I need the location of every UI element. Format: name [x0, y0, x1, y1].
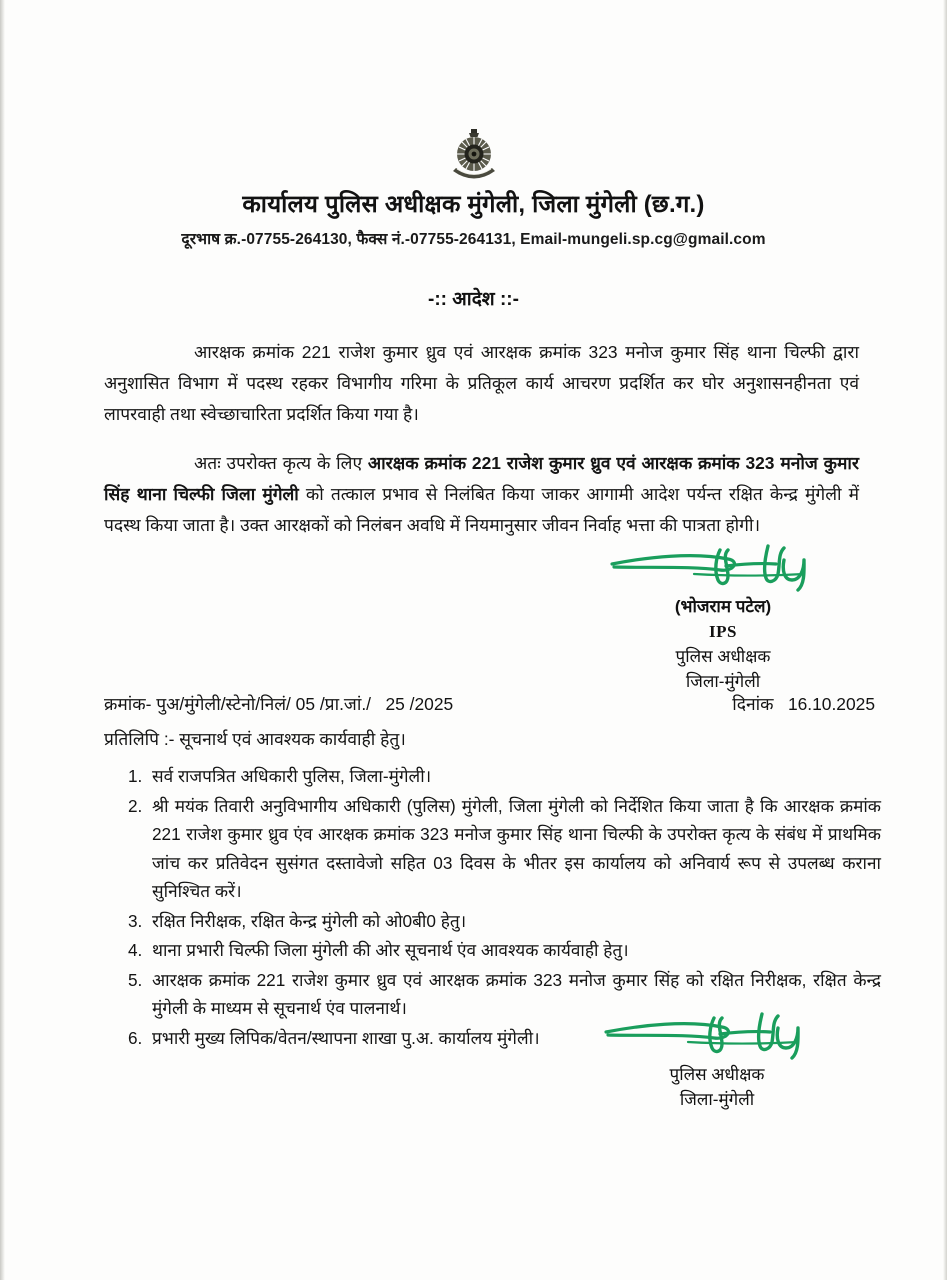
- signatory-name: (भोजराम पटेल): [674, 597, 772, 616]
- signatory-designation: पुलिस अधीक्षक: [669, 1065, 765, 1084]
- signature-block-bottom: [567, 1008, 867, 1112]
- signatory-district: जिला-मुंगेली: [685, 672, 761, 691]
- handwritten-signature-icon: [608, 540, 838, 592]
- copy-to-label: प्रतिलिपि :- सूचनार्थ एवं आवश्यक कार्यवाही हेतु।: [104, 729, 406, 749]
- list-item: [104, 907, 881, 936]
- list-item-number: 4.: [128, 940, 143, 960]
- list-item-text: सर्व राजपत्रित अधिकारी पुलिस, जिला-मुंगेली।: [152, 766, 432, 786]
- signature-block-top: [573, 540, 873, 694]
- list-item-number: 5.: [128, 969, 143, 990]
- list-item-number: 3.: [128, 910, 143, 931]
- order-paragraph-2: [104, 448, 859, 541]
- signature-top-lines: [573, 594, 873, 694]
- list-item-text: रक्षित निरीक्षक, रक्षित केन्द्र मुंगेली को ओ0बी0 हेतु।: [152, 910, 467, 931]
- order-date: दिनांक 16.10.2025: [732, 694, 875, 714]
- order-heading: -:: आदेश ::-: [428, 289, 519, 310]
- list-item-number: 2.: [128, 795, 143, 816]
- list-item-text: आरक्षक क्रमांक 221 राजेश कुमार ध्रुव एवं आरक्षक क्रमांक 323 मनोज कुमार सिंह को रक्षित निरीक्षक, रक्षित केन्द्र मुंगेली के माध्यम से सूचनार्थ एंव पालनार्थ।: [152, 969, 881, 1018]
- reference-number: क्रमांक- पुअ/मुंगेली/स्टेनो/निलं/ 05 /प्रा.जां./ 25 /2025: [104, 694, 454, 714]
- order-paragraph-2-tail: को तत्काल प्रभाव से निलंबित किया जाकर आगामी आदेश पर्यन्त रक्षित केन्द्र मुंगेली में पदस्थ किया जाता है। उक्त आरक्षकों को निलंबन अवधि में नियमानुसार जीवन निर्वाह भत्ता की पात्रता होगी।: [104, 484, 859, 535]
- contact-line: दूरभाष क्र.-07755-264130, फैक्स नं.-07755-264131, Email-mungeli.sp.cg@gmail.com: [181, 231, 766, 248]
- list-item-text: श्री मयंक तिवारी अनुविभागीय अधिकारी (पुलिस) मुंगेली, जिला मुंगेली को निर्देशित किया जाता है कि आरक्षक क्रमांक 221 राजेश कुमार ध्रुव एंव आरक्षक क्रमांक 323 मनोज कुमार सिंह थाना चिल्फी के उपरोक्त कृत्य के संबंध में प्राथमिक जांच कर प्रतिवेदन सुसंगत दस्तावेजो सहित 03 दिवस के भीतर इस कार्यालय को अनिवार्य रूप से उपलब्ध कराना सुनिश्चित करें।: [152, 795, 881, 901]
- list-item-text: प्रभारी मुख्य लिपिक/वेतन/स्थापना शाखा पु.अ. कार्यालय मुंगेली।: [152, 1027, 540, 1048]
- list-item: [104, 762, 881, 791]
- order-body: [104, 337, 859, 541]
- signatory-designation: पुलिस अधीक्षक: [675, 647, 771, 666]
- signatory-district: जिला-मुंगेली: [679, 1090, 755, 1109]
- letterhead: [0, 0, 947, 249]
- order-paragraph-1: आरक्षक क्रमांक 221 राजेश कुमार ध्रुव एवं आरक्षक क्रमांक 323 मनोज कुमार सिंह थाना चिल्फी द्वारा अनुशासित विभाग में पदस्थ रहकर विभागीय गरिमा के प्रतिकूल कार्य आचरण प्रदर्शित कर घोर अनुशासनहीनता एवं लापरवाही तथा स्वेच्छाचारिता प्रदर्शित किया गया है।: [104, 342, 859, 424]
- order-paragraph-2-lead: अतः उपरोक्त कृत्य के लिए: [194, 453, 368, 473]
- handwritten-signature-icon: [602, 1008, 832, 1060]
- order-paragraph-2-bold: आरक्षक क्रमांक 221 राजेश कुमार ध्रुव एवं आरक्षक क्रमांक 323 मनोज कुमार सिंह थाना चिल्फी जिला मुंगेली: [104, 453, 859, 504]
- signature-bottom-lines: [567, 1062, 867, 1112]
- list-item-number: 1.: [128, 766, 143, 786]
- list-item-number: 6.: [128, 1027, 143, 1048]
- police-star-emblem: [444, 128, 504, 184]
- office-title: कार्यालय पुलिस अधीक्षक मुंगेली, जिला मुंगेली (छ.ग.): [242, 191, 705, 218]
- signatory-service: IPS: [709, 622, 737, 641]
- reference-row: [104, 692, 881, 716]
- list-item: [104, 792, 881, 906]
- list-item: [104, 936, 881, 965]
- list-item-text: थाना प्रभारी चिल्फी जिला मुंगेली की ओर सूचनार्थ एंव आवश्यक कार्यवाही हेतु।: [152, 940, 629, 960]
